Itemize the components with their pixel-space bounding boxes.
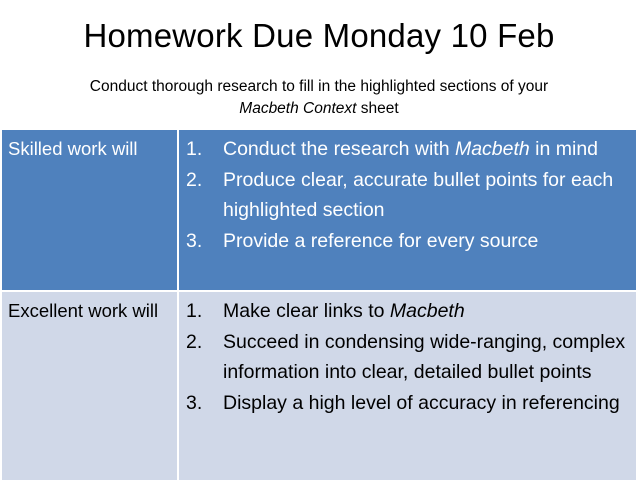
criteria-item [179, 296, 628, 327]
item-text: Make clear links to [223, 300, 390, 322]
item-text: Conduct the research with [223, 138, 455, 160]
item-text: Produce clear, accurate bullet points for each highlighted section [223, 168, 614, 221]
criteria-item [179, 134, 628, 165]
item-emphasis: Macbeth [454, 138, 530, 160]
criteria-item [179, 327, 628, 388]
criteria-list-excellent [179, 292, 636, 418]
criteria-items-cell [178, 291, 637, 481]
criteria-label-excellent: Excellent work will [8, 300, 159, 321]
item-text: Display a high level of accuracy in referencing [223, 391, 620, 414]
instructions-text [20, 76, 618, 120]
item-text: Succeed in condensing wide-ranging, complex information into clear, detailed bullet points [223, 330, 626, 383]
criteria-row-skilled [1, 129, 637, 291]
item-number: 1. [186, 138, 203, 160]
criteria-table [0, 128, 638, 482]
instructions-sheet-name: Macbeth Context [239, 100, 357, 117]
criteria-item [179, 226, 628, 257]
criteria-items-cell [178, 129, 637, 291]
item-text-end: in mind [529, 138, 599, 160]
item-number: 2. [186, 168, 203, 191]
criteria-label-cell [1, 291, 178, 481]
item-number: 2. [186, 330, 203, 353]
page-title: Homework Due Monday 10 Feb [83, 17, 555, 54]
criteria-item [179, 388, 628, 419]
criteria-list-skilled [179, 130, 636, 256]
item-emphasis: Macbeth [389, 300, 465, 322]
criteria-label-cell [1, 129, 178, 291]
criteria-row-excellent [1, 291, 637, 481]
item-number: 1. [186, 300, 203, 322]
instructions-text-start: Conduct thorough research to fill in the highlighted sections of your [89, 78, 549, 95]
instructions-text-end: sheet [360, 100, 399, 117]
criteria-item [179, 165, 628, 226]
item-number: 3. [186, 229, 203, 252]
item-text: Provide a reference for every source [223, 229, 539, 252]
criteria-label-skilled: Skilled work will [8, 138, 138, 159]
item-number: 3. [186, 391, 203, 414]
